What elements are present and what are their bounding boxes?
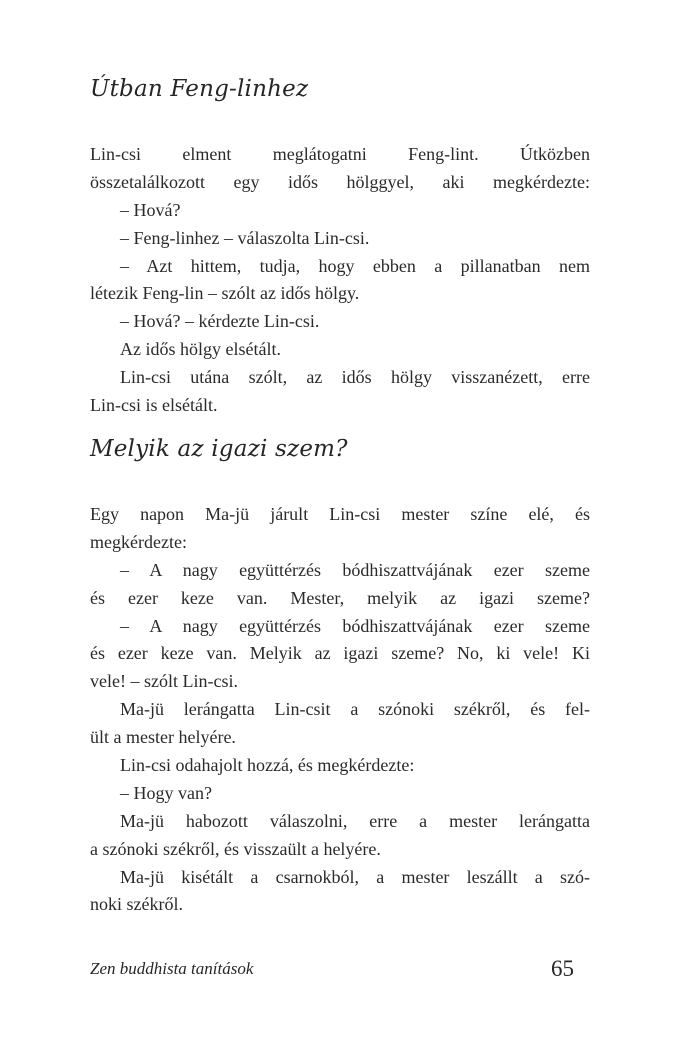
text-line: összetalálkozott egy idős hölggyel, aki megkérdezte: xyxy=(90,171,590,192)
text-line: – Hová? xyxy=(120,199,181,220)
section-body xyxy=(90,141,590,420)
text-line: – Feng-linhez – válaszolta Lin-csi. xyxy=(120,227,370,248)
text-line: Az idős hölgy elsétált. xyxy=(120,339,281,360)
text-line: – A nagy együttérzés bódhiszattvájának ezer szeme xyxy=(120,559,590,580)
text-line: vele! – szólt Lin-csi. xyxy=(90,671,238,692)
text-line: – Azt hittem, tudja, hogy ebben a pillanatban nem xyxy=(120,255,590,276)
text-line: Ma-jü lerángatta Lin-csit a szónoki székről, és fel- xyxy=(120,699,590,720)
text-line: és ezer keze van. Mester, melyik az igazi szeme? xyxy=(90,587,590,608)
text-line: Lin-csi utána szólt, az idős hölgy visszanézett, erre xyxy=(120,367,590,388)
section-body xyxy=(90,501,590,919)
text-line: Lin-csi is elsétált. xyxy=(90,395,218,416)
text-line: megkérdezte: xyxy=(90,531,187,552)
section-title: Útban Feng-linhez xyxy=(90,76,309,102)
text-line: Egy napon Ma-jü járult Lin-csi mester színe elé, és xyxy=(90,504,590,524)
text-line: – Hová? – kérdezte Lin-csi. xyxy=(120,311,320,332)
text-line: Ma-jü habozott válaszolni, erre a mester lerángatta xyxy=(120,810,590,831)
text-line: Lin-csi odahajolt hozzá, és megkérdezte: xyxy=(120,755,415,776)
page-footer xyxy=(90,957,574,987)
text-line: ült a mester helyére. xyxy=(90,727,236,748)
text-line: létezik Feng-lin – szólt az idős hölgy. xyxy=(90,283,360,304)
text-line: Lin-csi elment meglátogatni Feng-lint. Útközben xyxy=(90,144,590,164)
text-line: – Hogy van? xyxy=(120,782,212,803)
page-number: 65 xyxy=(551,956,574,981)
text-line: Ma-jü kisétált a csarnokból, a mester leszállt a szó- xyxy=(120,866,590,887)
text-line: noki székről. xyxy=(90,894,183,915)
text-line: a szónoki székről, és visszaült a helyére. xyxy=(90,838,381,859)
text-line: – A nagy együttérzés bódhiszattvájának ezer szeme xyxy=(120,615,590,636)
book-title: Zen buddhista tanítások xyxy=(90,959,254,978)
text-line: és ezer keze van. Melyik az igazi szeme? No, ki vele! Ki xyxy=(90,643,590,664)
section-title: Melyik az igazi szem? xyxy=(90,436,348,462)
